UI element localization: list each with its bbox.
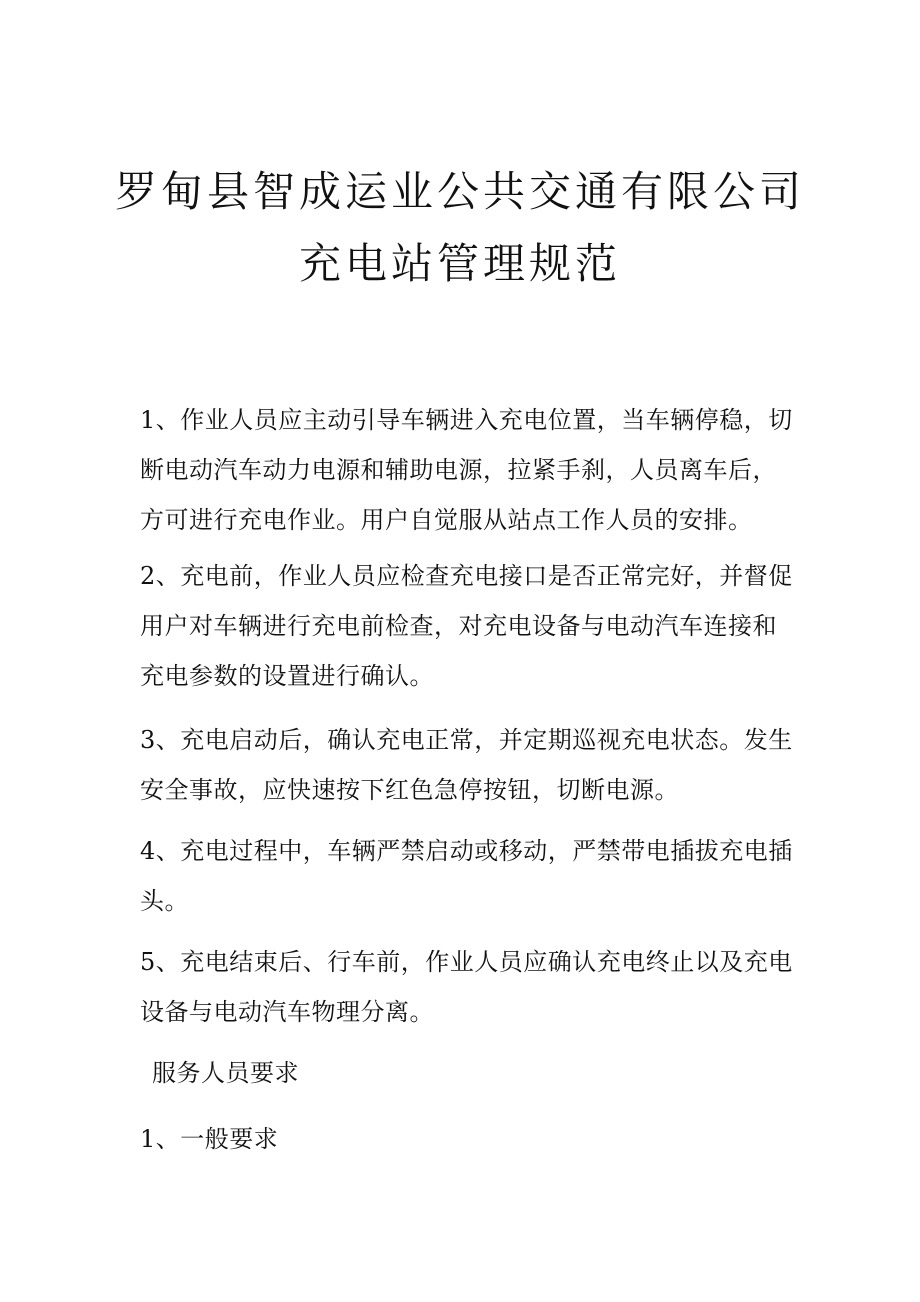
section-heading-text: 服务人员要求 [152,1059,299,1087]
paragraph-4-text: 4、充电过程中，车辆严禁启动或移动，严禁带电插拔充电插头。 [140,837,793,915]
subsection-heading-text: 1、一般要求 [140,1125,279,1153]
paragraph-3-text: 3、充电启动后，确认充电正常，并定期巡视充电状态。发生安全事故，应快速按下红色急停按钮，切断电源。 [140,726,793,804]
document-title-regulation: 充电站管理规范 [298,239,621,288]
paragraph-3 [140,715,800,815]
section-heading [152,1048,812,1098]
paragraph-2 [140,551,800,701]
paragraph-2-text: 2、充电前，作业人员应检查充电接口是否正常完好，并督促用户对车辆进行充电前检查，对充电设备与电动汽车连接和充电参数的设置进行确认。 [140,562,793,690]
document-title-company: 罗甸县智成运业公共交通有限公司 [114,167,805,216]
paragraph-1 [140,395,800,545]
paragraph-1-text: 1、作业人员应主动引导车辆进入充电位置，当车辆停稳，切断电动汽车动力电源和辅助电源，拉紧手刹，人员离车后，方可进行充电作业。用户自觉服从站点工作人员的安排。 [140,406,793,534]
paragraph-4 [140,826,800,926]
paragraph-5 [140,937,800,1037]
subsection-heading [140,1114,800,1164]
paragraph-5-text: 5、充电结束后、行车前，作业人员应确认充电终止以及充电设备与电动汽车物理分离。 [140,948,793,1026]
